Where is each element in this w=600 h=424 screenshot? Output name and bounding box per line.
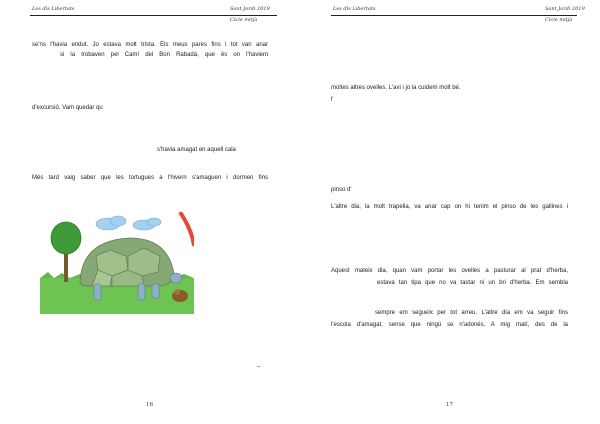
header-right-bottom: Cicle mitjà bbox=[230, 17, 258, 23]
text-line-8: l'escola d'amagat, sense que ningú se n'adonés. A mig matí, des de la bbox=[331, 322, 568, 328]
header-left: Les dls Libertats bbox=[32, 6, 75, 12]
text-line-2: l' bbox=[331, 97, 334, 103]
text-line-6: estava tan tipa que no va tastar ni un bri d'herba. Em sembla bbox=[377, 280, 568, 286]
page-number-right: 17 bbox=[446, 402, 453, 408]
text-line-2: si la trobaven pel Camí del Bon Rabadà, que és on l'haviem bbox=[60, 52, 268, 58]
header-rule bbox=[331, 15, 577, 16]
text-line-4: L'altre dia, la molt trapella, va anar cap on hi tenim el pinso de les gallines i bbox=[331, 204, 568, 210]
header-right-bottom: Cicle mitjà bbox=[545, 17, 573, 23]
header-rule bbox=[30, 15, 277, 16]
header-right-top: Sant Jordi 2019 bbox=[230, 6, 270, 12]
text-line-4: s'havia amagat en aquell cala bbox=[157, 147, 236, 153]
page-number-left: 16 bbox=[146, 402, 153, 408]
turtle-drawing bbox=[40, 212, 194, 314]
text-line-5: Més tard vaig saber que les tortugues a l'hivern s'amaguen i dormen fins bbox=[32, 175, 268, 181]
header-right-top: Sant Jordi 2019 bbox=[545, 6, 585, 12]
header-left: Les dls Libertats bbox=[333, 6, 376, 12]
text-line-3: d'excursió. Vam quedar qu bbox=[32, 105, 103, 111]
text-line-5: Aquest mateix dia, quan vam portar les ovelles a pasturar al prat d'herba, bbox=[331, 268, 568, 274]
text-line-3: pinso d' bbox=[331, 187, 352, 193]
text-line-1: moltes altres ovelles. L'avi i jo la cuidem molt bé. bbox=[331, 85, 461, 91]
text-line-1: se'ns l'havia endut. Jo estava molt trista. Els meus pares fins i tot van anar bbox=[32, 42, 268, 48]
text-line-7: sempre em segueix per tot arreu. L'altre dia em va seguir fins bbox=[375, 310, 568, 316]
right-page bbox=[300, 0, 600, 424]
small-mark: – bbox=[257, 364, 261, 370]
